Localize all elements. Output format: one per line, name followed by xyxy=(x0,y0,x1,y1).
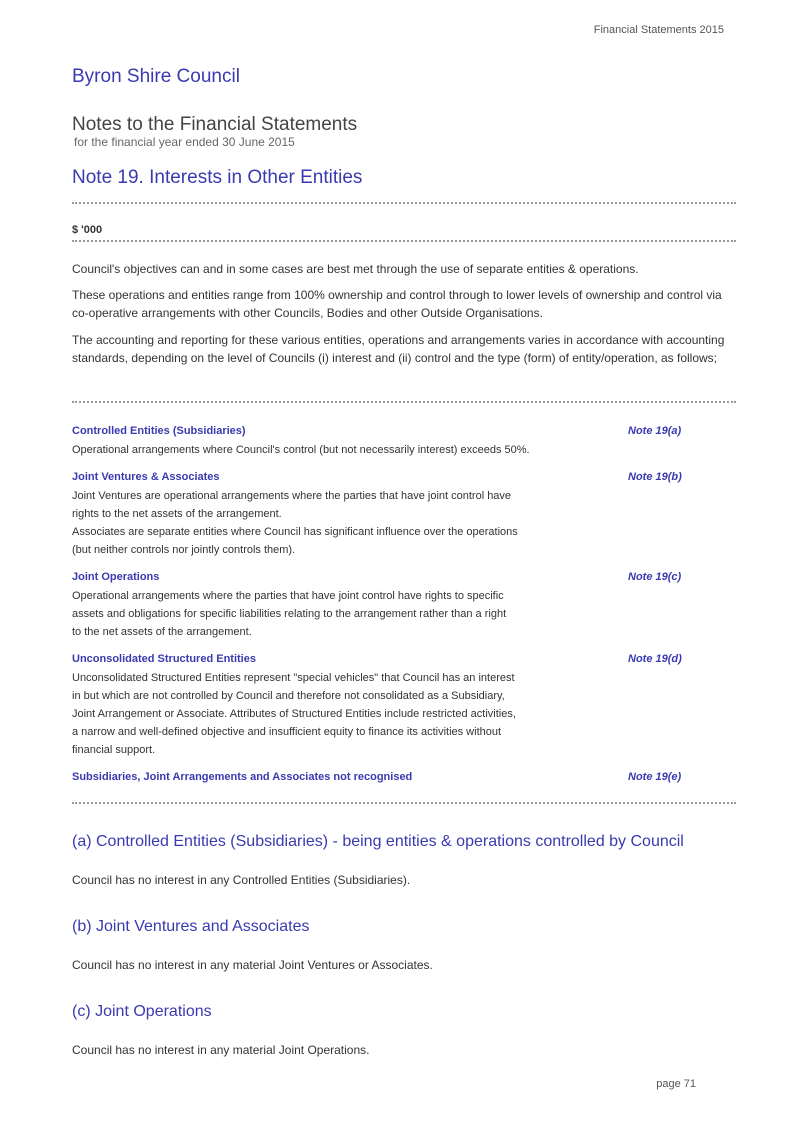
section-line: Unconsolidated Structured Entities represent "special vehicles" that Council has an interest xyxy=(72,672,515,684)
section-line: financial support. xyxy=(72,744,156,756)
subsection-heading: (b) Joint Ventures and Associates xyxy=(72,918,310,935)
divider xyxy=(72,401,736,403)
subsection-text: Council has no interest in any Controlled Entities (Subsidiaries). xyxy=(72,873,411,887)
section-line: (but neither controls nor jointly controls them). xyxy=(72,544,296,556)
intro-paragraph: The accounting and reporting for these various entities, operations and arrangements varies in accordance with accounting standards, depending on the level of Councils (i) interest and (ii) control and the type (form) of entity/operation, as follows; xyxy=(72,333,725,365)
section-line: Joint Ventures are operational arrangements where the parties that have joint control have xyxy=(72,490,512,502)
section-heading: Controlled Entities (Subsidiaries) xyxy=(72,425,246,437)
section-line: Associates are separate entities where Council has significant influence over the operations xyxy=(72,526,518,538)
page-number: page 71 xyxy=(656,1078,696,1090)
divider xyxy=(72,202,736,204)
section-note-ref: Note 19(d) xyxy=(628,653,682,665)
section-line: to the net assets of the arrangement. xyxy=(72,626,252,638)
section-line: in but which are not controlled by Council and therefore not consolidated as a Subsidiary, xyxy=(72,690,505,702)
subsection-text: Council has no interest in any material Joint Operations. xyxy=(72,1043,370,1057)
header-document-title: Financial Statements 2015 xyxy=(593,24,724,36)
section-body xyxy=(72,669,612,759)
intro-paragraph: These operations and entities range from 100% ownership and control through to lower levels of ownership and control via co-operative arrangements with other Councils, Bodies and other Outside Organisations. xyxy=(72,288,722,320)
divider xyxy=(72,802,736,804)
section-line: a narrow and well-defined objective and insufficient equity to finance its activities without xyxy=(72,726,502,738)
section-body xyxy=(72,441,652,459)
section-line: Joint Arrangement or Associate. Attributes of Structured Entities include restricted activities, xyxy=(72,708,516,720)
section-line: Operational arrangements where the parties that have joint control have rights to specific xyxy=(72,590,504,602)
units-label: $ '000 xyxy=(72,224,103,236)
section-line: rights to the net assets of the arrangement. xyxy=(72,508,282,520)
note-title: Note 19. Interests in Other Entities xyxy=(72,167,363,188)
intro-paragraph: Council's objectives can and in some cases are best met through the use of separate entities & operations. xyxy=(72,262,639,276)
section-note-ref: Note 19(a) xyxy=(628,425,682,437)
section-body xyxy=(72,587,612,641)
section-body xyxy=(72,487,612,559)
section-heading: Joint Ventures & Associates xyxy=(72,471,220,483)
section-line: assets and obligations for specific liabilities relating to the arrangement rather than a right xyxy=(72,608,507,620)
section-note-ref: Note 19(e) xyxy=(628,771,682,783)
section-note-ref: Note 19(b) xyxy=(628,471,682,483)
council-name: Byron Shire Council xyxy=(72,66,240,87)
section-note-ref: Note 19(c) xyxy=(628,571,682,583)
section-heading: Unconsolidated Structured Entities xyxy=(72,653,256,665)
subsection-heading: (a) Controlled Entities (Subsidiaries) - being entities & operations controlled by Council xyxy=(72,833,684,850)
subsection-text: Council has no interest in any material Joint Ventures or Associates. xyxy=(72,958,433,972)
document-subtitle: for the financial year ended 30 June 2015 xyxy=(74,135,295,149)
section-heading: Subsidiaries, Joint Arrangements and Associates not recognised xyxy=(72,771,413,783)
section-heading: Joint Operations xyxy=(72,571,160,583)
document-title: Notes to the Financial Statements xyxy=(72,114,358,135)
subsection-heading: (c) Joint Operations xyxy=(72,1003,212,1020)
section-line: Operational arrangements where Council's control (but not necessarily interest) exceeds 50%. xyxy=(72,444,530,456)
divider xyxy=(72,240,736,242)
